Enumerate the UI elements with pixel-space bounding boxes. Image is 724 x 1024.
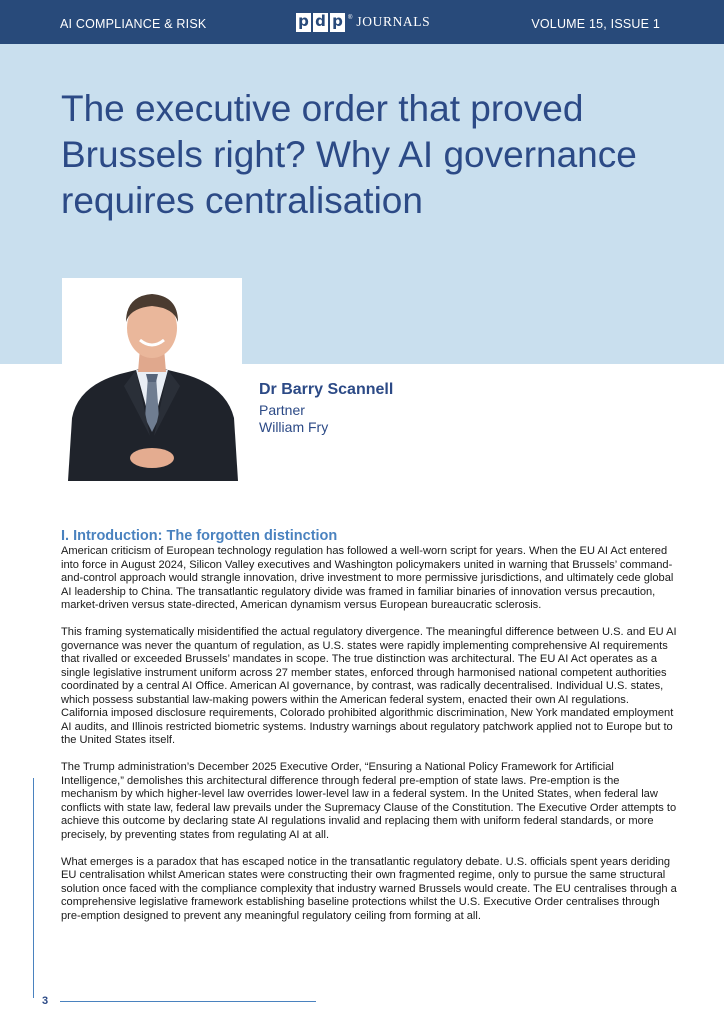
logo-letter: p [296,13,311,32]
logo-letter: d [313,13,328,32]
margin-rule [33,778,34,998]
author-portrait-image [62,278,242,481]
journal-header-bar [0,0,724,44]
author-photo [62,278,242,481]
logo-letter: p [330,13,345,32]
volume-issue-label: VOLUME 15, ISSUE 1 [531,17,660,31]
body-paragraph: This framing systematically misidentified the actual regulatory divergence. The meaningful difference between U.S. and EU AI governance was never the quantum of regulation, as U.S. states were rapidly implementing comprehensive AI requirements that rivalled or exceeded Brussels’ mandates in scope. The true distinction was architectural. The EU AI Act operates as a single legislative instrument uniform across 27 member states, enforced through harmonised national competent authorities coordinated by a central AI Office. American AI governance, by contrast, was radically decentralised. Individual U.S. states, which possess substantial law-making powers within the American federal system, enacted their own AI regulations. California imposed disclosure requirements, Colorado prohibited algorithmic discrimination, New York mandated employment AI audits, and Illinois restricted biometric systems. Industry warnings about regulatory patchwork applied not to Europe but to the United States itself. [61,626,677,746]
pdp-journals-logo [296,11,430,33]
section-label: AI COMPLIANCE & RISK [60,17,207,31]
author-organisation: William Fry [259,419,329,435]
page-number: 3 [42,995,49,1007]
body-paragraph: The Trump administration’s December 2025 Executive Order, “Ensuring a National Policy Framework for Artificial Intelligence,” demolishes this architectural difference through federal pre-emption of state laws. Pre-emption is the mechanism by which higher-level law overrides lower-level law in a federal system. In the United States, when federal law conflicts with state law, federal law prevails under the Supremacy Clause of the Constitution. The Executive Order attempts to achieve this outcome by declaring state AI regulations invalid and replacing them with uniform federal standards, or more precisely, by preventing states from regulating AI at all. [61,761,677,841]
section-heading: I. Introduction: The forgotten distinction [61,528,338,544]
author-block [259,381,393,436]
registered-mark: ® [348,15,353,21]
footer-rule [60,1001,316,1002]
body-paragraph: What emerges is a paradox that has escaped notice in the transatlantic regulatory debate. U.S. officials spent years deriding EU centralisation whilst American states were constructing their own fragmented regime, only to pursue the same structural solution once faced with the compliance complexity that industry warned Brussels would create. The EU centralises through a comprehensive legislative framework establishing baseline protections whilst the U.S. Executive Order centralises through pre-emption designed to prevent any meaningful regulatory ceiling from forming at all. [61,855,677,922]
body-paragraph: American criticism of European technology regulation has followed a well-worn script for years. When the EU AI Act entered into force in August 2024, Silicon Valley executives and Washington policymakers united in warning that Brussels’ command-and-control approach would strangle innovation, drive investment to more permissive jurisdictions, and ultimately cede global AI leadership to China. The transatlantic regulatory divide was framed in familiar binaries of innovation versus precaution, market-driven versus state-directed, American dynamism versus European bureaucratic sclerosis. [61,545,674,611]
article-body [61,528,677,937]
article-title: The executive order that proved Brussels right? Why AI governance requires centralisation [61,88,637,221]
author-name: Dr Barry Scannell [259,381,394,398]
logo-journals-text: JOURNALS [356,14,431,29]
author-role: Partner [259,402,305,418]
